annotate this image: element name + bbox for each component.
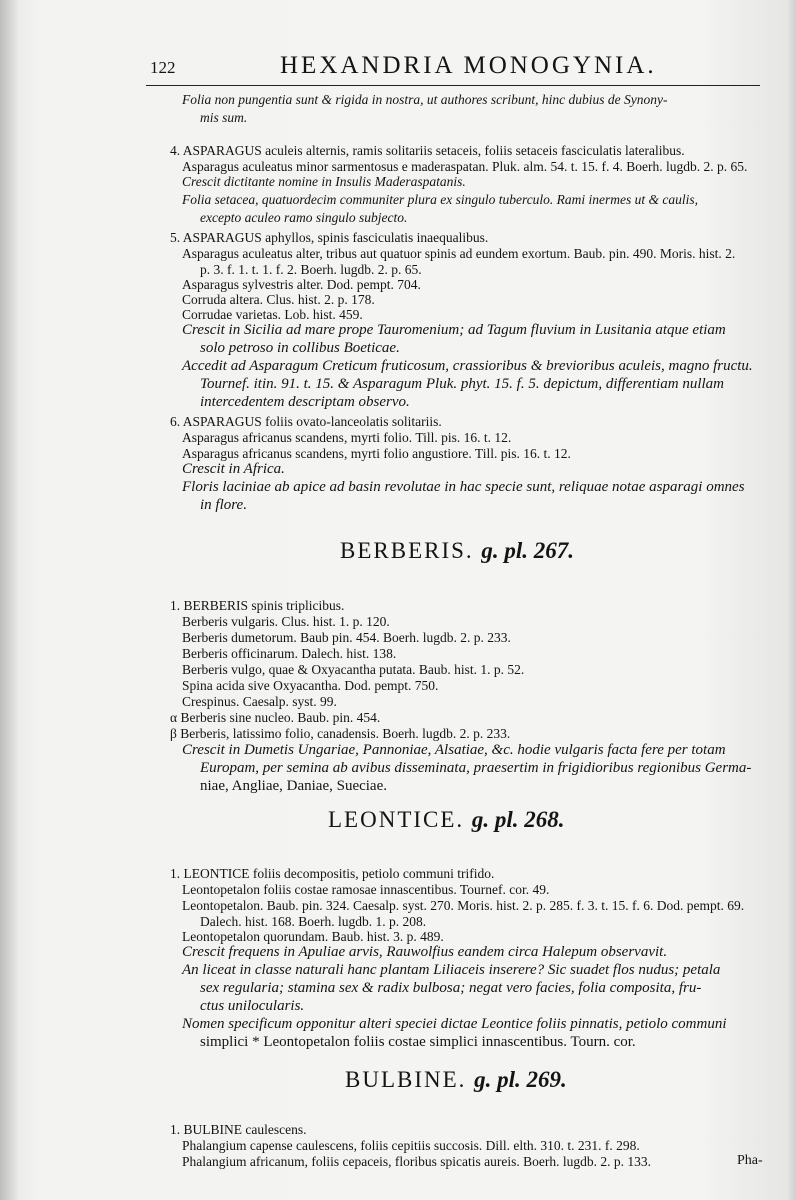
text-line: Folia setacea, quatuordecim communiter plura ex singulo tuberculo. Rami inermes ut & caulis, (182, 192, 699, 207)
text-line: excepto aculeo ramo singulo subjecto. (200, 210, 408, 225)
synonym-line: Berberis vulgaris. Clus. hist. 1. p. 120. (182, 614, 390, 629)
species-heading-berberis-1: 1. BERBERIS spinis triplicibus. (170, 598, 345, 613)
habitat-line: solo petroso in collibus Boeticae. (200, 340, 400, 356)
synonym-line: Dalech. hist. 168. Boerh. lugdb. 1. p. 208. (200, 914, 427, 929)
species-heading-asparagus-6: 6. ASPARAGUS foliis ovato-lanceolatis solitariis. (170, 414, 442, 429)
genus-reference: g. pl. 269. (474, 1067, 567, 1092)
synonym-line: Phalangium capense caulescens, foliis cepitiis succosis. Dill. elth. 310. t. 231. f. 298. (182, 1138, 640, 1153)
text-line: Tournef. itin. 91. t. 15. & Asparagum Pluk. phyt. 15. f. 5. depictum, differentiam nullam (200, 376, 725, 392)
genus-name: BULBINE. (345, 1067, 467, 1092)
habitat-line: Crescit dictitante nomine in Insulis Maderaspatanis. (182, 174, 466, 189)
synonym-line: Asparagus africanus scandens, myrti folio. Till. pis. 16. t. 12. (182, 430, 512, 445)
synonym-line: Berberis dumetorum. Baub pin. 454. Boerh. lugdb. 2. p. 233. (182, 630, 511, 645)
text-line: Floris laciniae ab apice ad basin revolutae in hac specie sunt, reliquae notae asparagi omnes (182, 479, 745, 495)
synonym-line: Leontopetalon. Baub. pin. 324. Caesalp. syst. 270. Moris. hist. 2. p. 285. f. 3. t. 15. f. 6. Dod. pempt. 69. (182, 898, 745, 913)
genus-heading-berberis (340, 538, 574, 564)
synonym-line: Berberis vulgo, quae & Oxyacantha putata. Baub. hist. 1. p. 52. (182, 662, 525, 677)
habitat-line: Crescit in Sicilia ad mare prope Tauromenium; ad Tagum fluvium in Lusitania atque etiam (182, 322, 726, 338)
text-line: intercedentem descriptam observo. (200, 394, 410, 410)
page-header (150, 52, 790, 92)
species-heading-bulbine-1: 1. BULBINE caulescens. (170, 1122, 307, 1137)
variety-line-beta: β Berberis, latissimo folio, canadensis. Boerh. lugdb. 2. p. 233. (170, 726, 511, 741)
text-line: Nomen specificum opponitur alteri speciei dictae Leontice foliis pinnatis, petiolo communi (182, 1016, 727, 1032)
text-line: Accedit ad Asparagum Creticum fruticosum, crassioribus & brevioribus aculeis, magno fructu. (182, 358, 753, 374)
text-line: Folia non pungentia sunt & rigida in nostra, ut authores scribunt, hinc dubius de Synony- (182, 92, 668, 107)
genus-reference: g. pl. 267. (481, 538, 575, 563)
synonym-line: Leontopetalon foliis costae ramosae innascentibus. Tournef. cor. 49. (182, 882, 550, 897)
species-heading-asparagus-5: 5. ASPARAGUS aphyllos, spinis fasciculatis inaequalibus. (170, 230, 489, 245)
page-gutter-shadow (0, 0, 18, 1200)
running-title: HEXANDRIA MONOGYNIA. (280, 52, 657, 79)
habitat-line: Europam, per semina ab avibus disseminata, praesertim in frigidioribus regionibus Germa- (200, 760, 752, 776)
page-number: 122 (150, 58, 176, 77)
header-rule (146, 85, 760, 86)
genus-name: BERBERIS. (340, 538, 474, 563)
synonym-line: Spina acida sive Oxyacantha. Dod. pempt. 750. (182, 678, 439, 693)
synonym-line: Berberis officinarum. Dalech. hist. 138. (182, 646, 397, 661)
species-heading-asparagus-4: 4. ASPARAGUS aculeis alternis, ramis solitariis setaceis, foliis setaceis fasciculatis lateralibus. (170, 143, 685, 158)
genus-heading-leontice (328, 807, 565, 833)
synonym-line: Asparagus aculeatus minor sarmentosus e maderaspatan. Pluk. alm. 54. t. 15. f. 4. Boerh. lugdb. 2. p. 65. (182, 159, 748, 174)
synonym-line: Asparagus africanus scandens, myrti folio angustiore. Till. pis. 16. t. 12. (182, 446, 571, 461)
variety-line-alpha: α Berberis sine nucleo. Baub. pin. 454. (170, 710, 381, 725)
habitat-line: Crescit in Africa. (182, 461, 285, 477)
catchword: Pha- (737, 1153, 763, 1168)
genus-reference: g. pl. 268. (471, 807, 565, 832)
text-line: sex regularia; stamina sex & radix bulbosa; negat vero facies, folia composita, fru- (200, 980, 702, 996)
synonym-line: p. 3. f. 1. t. 1. f. 2. Boerh. lugdb. 2. p. 65. (200, 262, 422, 277)
text-line: ctus unilocularis. (200, 998, 305, 1014)
text-line: simplici * Leontopetalon foliis costae simplici innascentibus. Tourn. cor. (200, 1034, 636, 1050)
synonym-line: Phalangium africanum, foliis cepaceis, floribus spicatis aureis. Boerh. lugdb. 2. p. 133. (182, 1154, 652, 1169)
genus-name: LEONTICE. (328, 807, 465, 832)
synonym-line: Corruda altera. Clus. hist. 2. p. 178. (182, 292, 375, 307)
synonym-line: Leontopetalon quorundam. Baub. hist. 3. p. 489. (182, 929, 444, 944)
habitat-line: niae, Angliae, Daniae, Sueciae. (200, 778, 388, 794)
synonym-line: Crespinus. Caesalp. syst. 99. (182, 694, 337, 709)
species-heading-leontice-1: 1. LEONTICE foliis decompositis, petiolo communi trifido. (170, 866, 495, 881)
habitat-line: Crescit frequens in Apuliae arvis, Rauwolfius eandem circa Halepum observavit. (182, 944, 668, 960)
text-line: An liceat in classe naturali hanc plantam Liliaceis inserere? Sic suadet flos nudus; petala (182, 962, 721, 978)
page-edge-shadow (786, 0, 796, 1200)
text-line: in flore. (200, 497, 247, 513)
synonym-line: Corrudae varietas. Lob. hist. 459. (182, 307, 363, 322)
synonym-line: Asparagus sylvestris alter. Dod. pempt. 704. (182, 277, 421, 292)
habitat-line: Crescit in Dumetis Ungariae, Pannoniae, Alsatiae, &c. hodie vulgaris facta fere per totam (182, 742, 726, 758)
synonym-line: Asparagus aculeatus alter, tribus aut quatuor spinis ad eundem exortum. Baub. pin. 490. Moris. hist. 2. (182, 246, 736, 261)
text-line: mis sum. (200, 110, 248, 125)
genus-heading-bulbine (345, 1067, 567, 1093)
